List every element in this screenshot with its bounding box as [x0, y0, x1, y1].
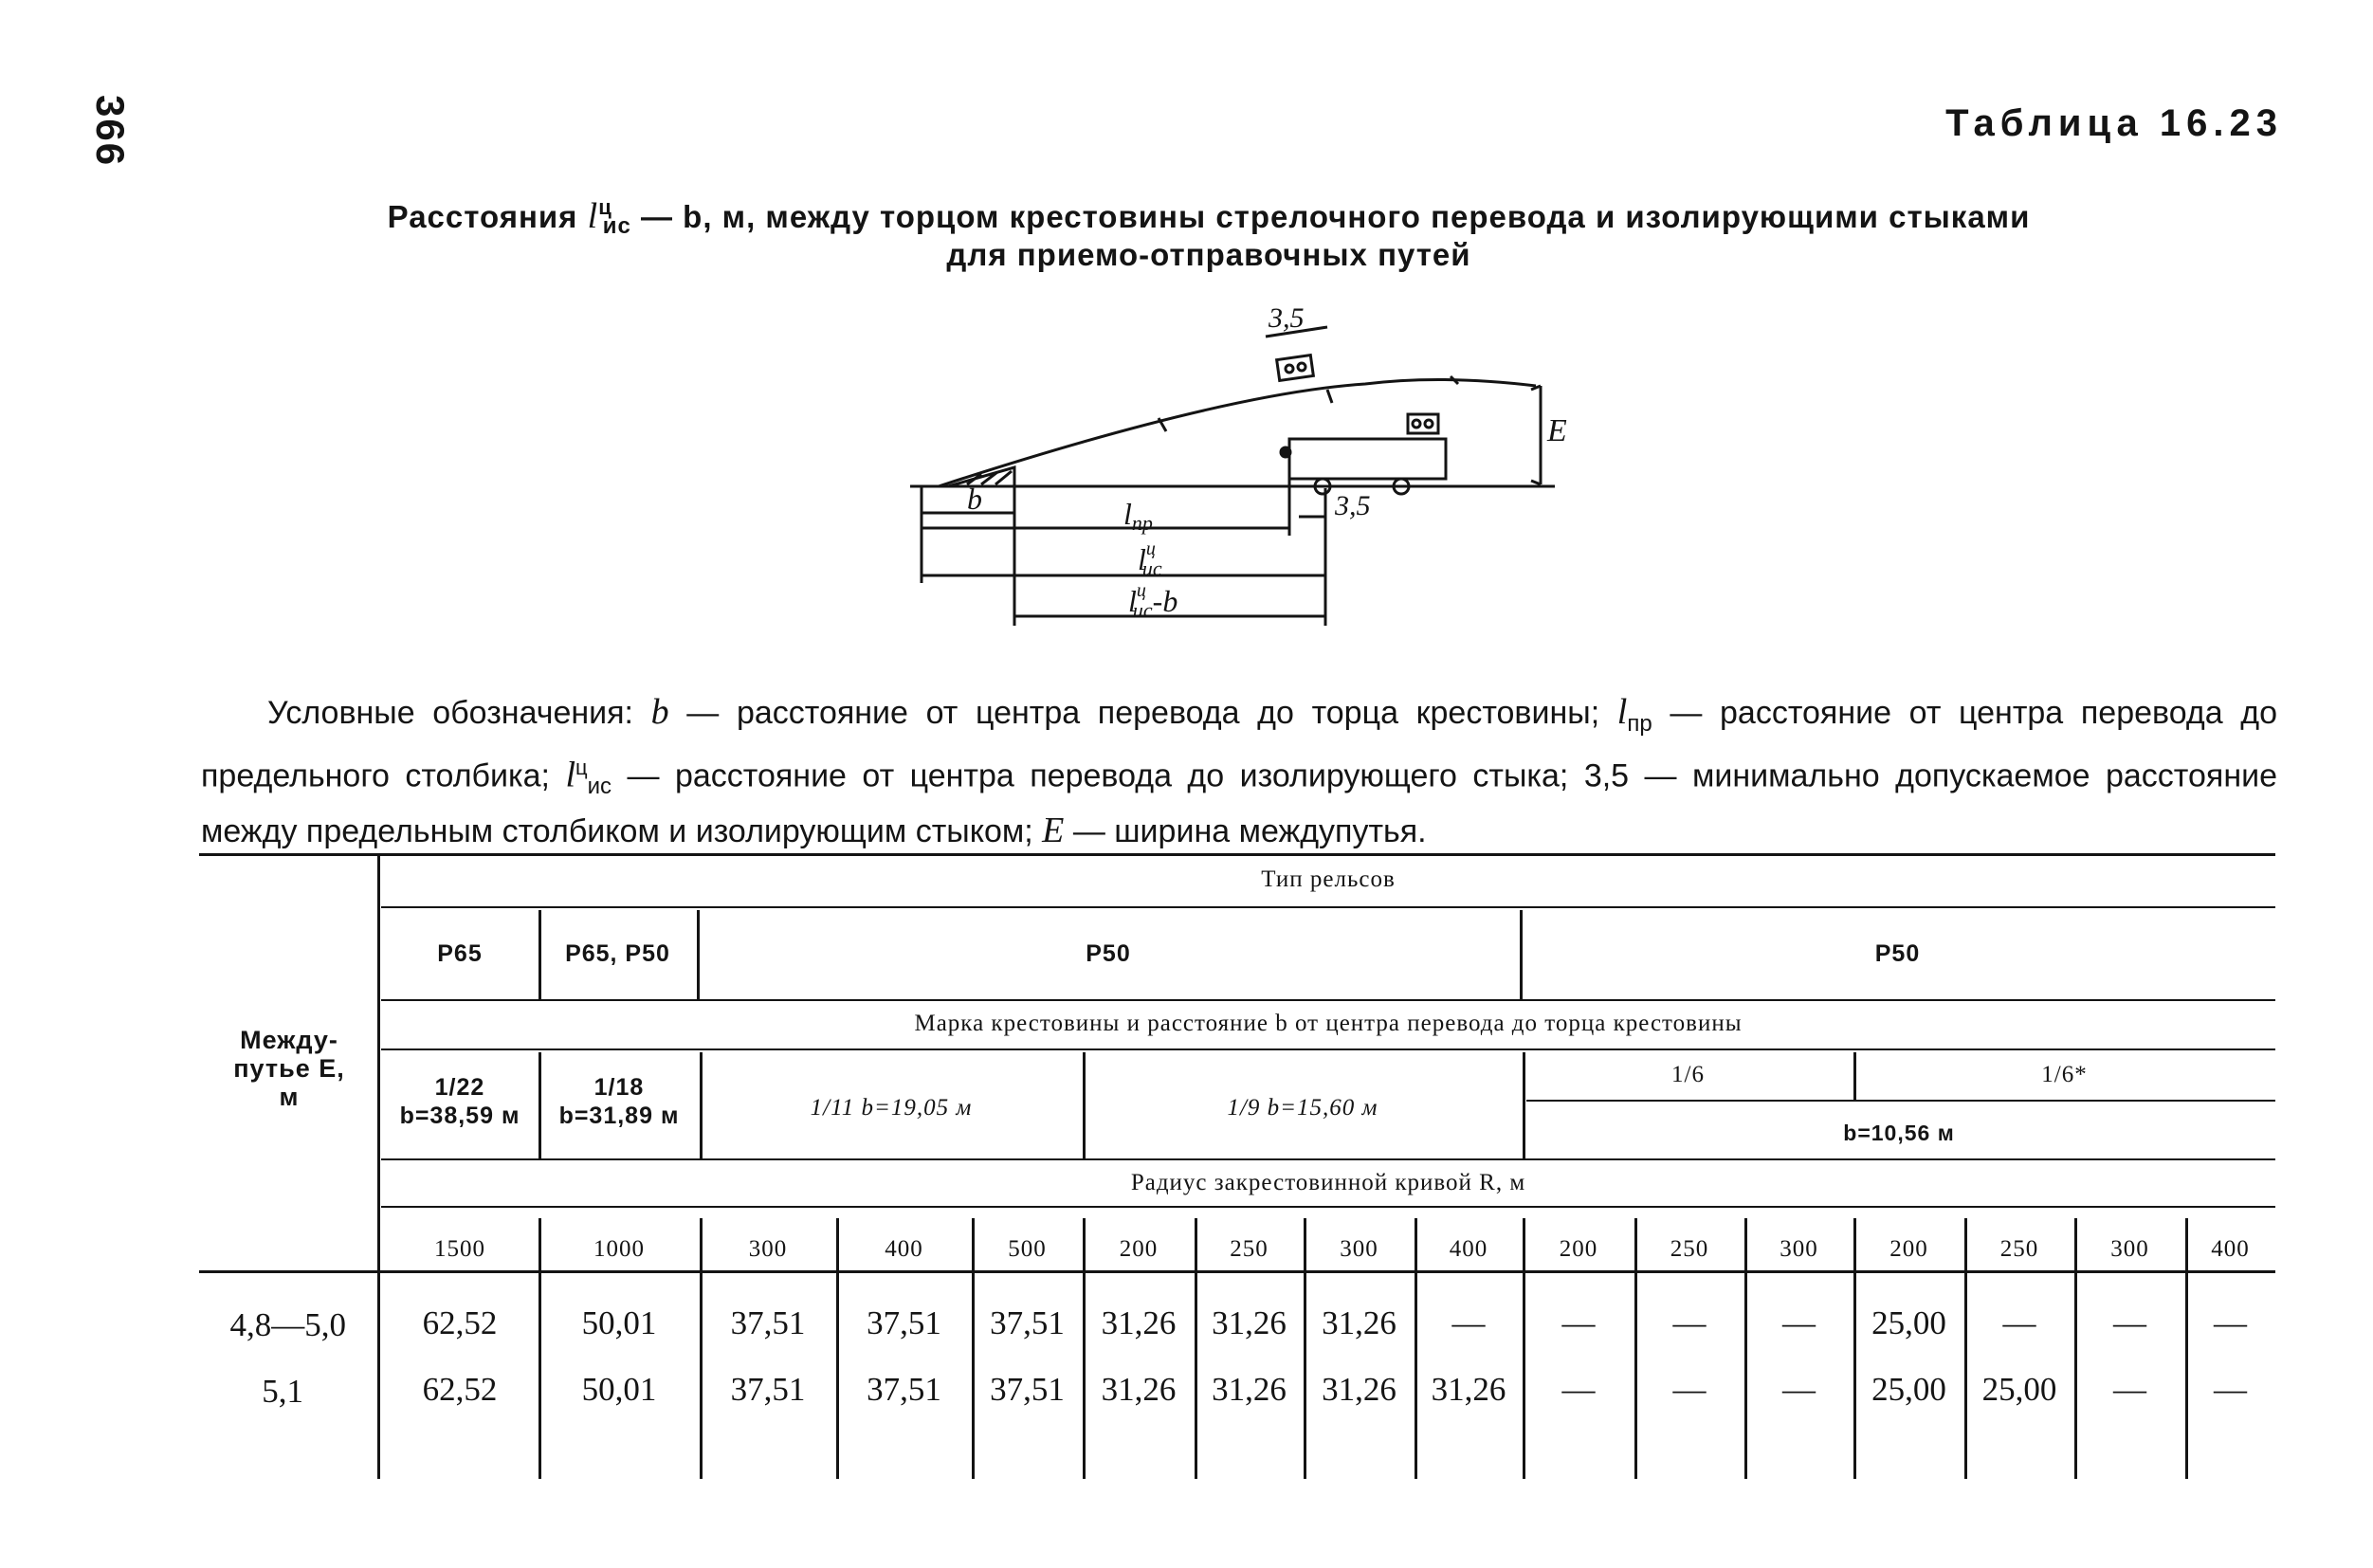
rule-below-frogs	[381, 1158, 2275, 1160]
legend-var-l2-sub: ис	[587, 773, 612, 799]
radius-12: 200	[1889, 1236, 1928, 1262]
legend-paragraph	[201, 690, 2277, 853]
table-cell: 25,00	[1981, 1371, 2057, 1408]
table-number: Таблица 16.23	[1945, 102, 2283, 144]
frog-header: Марка крестовины и расстояние b от центра перевода до торца крестовины	[914, 1011, 1743, 1036]
radius-4: 500	[1008, 1236, 1047, 1262]
radius-8: 400	[1449, 1236, 1488, 1262]
legend-text-4: — расстояние от центра перевода до изолирующего стыка; 3,5 — минимально допускаемое расстояние между предельным столбиком и изолирующим стыком;	[201, 757, 2277, 849]
legend-var-l1: l	[1616, 692, 1628, 732]
title-l-sub: ис	[602, 213, 631, 239]
curve-signal-box	[1277, 356, 1314, 381]
radius-6: 250	[1230, 1236, 1269, 1262]
radius-15: 400	[2211, 1236, 2250, 1262]
table-cell: —	[2214, 1371, 2247, 1408]
title-l-sup: ц	[598, 195, 612, 219]
radius-2: 300	[748, 1236, 788, 1262]
table-cell: —	[1672, 1371, 1707, 1408]
table-top-rule	[199, 853, 2275, 856]
rule-below-radius-header	[381, 1206, 2275, 1208]
label-lpr: lпр	[1123, 497, 1153, 535]
label-lic-minus-b: $l^ц$ ис-b	[1128, 580, 1178, 622]
stub-header: Между- путье E, м	[233, 1026, 345, 1111]
table-cell: 25,00	[1871, 1304, 1946, 1341]
radius-header: Радиус закрестовинной кривой R, м	[1130, 1170, 1526, 1195]
table-cell: 37,51	[867, 1304, 941, 1341]
title-l-var: l	[587, 196, 599, 236]
stub-divider	[377, 853, 380, 1479]
frog-cell-3: 1/9 b=15,60 м	[1227, 1095, 1378, 1121]
table-cell: 50,01	[581, 1371, 657, 1408]
table-cell: —	[1561, 1304, 1596, 1341]
table-cell: 50,01	[581, 1304, 657, 1341]
rail-type-2: Р50	[1086, 940, 1131, 967]
rule-below-frog-header	[381, 1048, 2275, 1050]
frog-cell-1: 1/18 b=31,89 м	[558, 1074, 680, 1129]
label-35-top: 3,5	[1269, 302, 1305, 334]
radius-7: 300	[1340, 1236, 1378, 1262]
frog-cell-5: 1/6*	[2041, 1062, 2088, 1087]
rail-type-1: Р65, Р50	[565, 940, 670, 967]
rule-below-rail-types	[381, 999, 2275, 1001]
table-cell: —	[1672, 1304, 1707, 1341]
frog-cell-0: 1/22 b=38,59 м	[399, 1074, 520, 1129]
label-E: E	[1547, 413, 1567, 448]
label-lic: $l^ц$ ис	[1138, 538, 1162, 580]
table-cell: —	[2002, 1304, 2036, 1341]
radius-3: 400	[885, 1236, 923, 1262]
rail-car-body	[1289, 439, 1446, 479]
label-35-bottom: 3,5	[1335, 490, 1371, 521]
legend-text-5: — ширина междупутья.	[1064, 812, 1427, 849]
table-cell: —	[2113, 1304, 2146, 1341]
table-cell: 31,26	[1322, 1304, 1396, 1341]
table-cell: —	[1782, 1371, 1816, 1408]
title-part1: Расстояния	[387, 199, 578, 234]
legend-var-l2-sup: ц	[575, 755, 588, 779]
legend-var-b: b	[650, 692, 669, 732]
radius-1: 1000	[593, 1236, 645, 1262]
legend-var-l2: l	[565, 755, 576, 795]
table-cell: —	[1782, 1304, 1816, 1341]
radius-13: 250	[1999, 1236, 2039, 1262]
table-cell: 37,51	[990, 1304, 1065, 1341]
table-cell: —	[1561, 1371, 1596, 1408]
table-cell: —	[1451, 1304, 1486, 1341]
radius-0: 1500	[434, 1236, 485, 1262]
turnout-diagram	[910, 299, 1574, 640]
table-cell: 37,51	[730, 1371, 806, 1408]
legend-var-l1-sub: пр	[1627, 710, 1652, 737]
rule-below-rail-header	[381, 906, 2275, 908]
table-cell: 62,52	[422, 1304, 498, 1341]
rail-type-0: Р65	[437, 940, 483, 967]
table-cell: 31,26	[1431, 1371, 1506, 1408]
radius-14: 300	[2110, 1236, 2149, 1262]
frog-cell-2: 1/11 b=19,05 м	[810, 1095, 973, 1121]
table-cell: 31,26	[1212, 1371, 1287, 1408]
radius-5: 200	[1119, 1236, 1159, 1262]
rail-type-header: Тип рельсов	[1261, 866, 1396, 892]
table-cell: 37,51	[990, 1371, 1065, 1408]
table-cell: 31,26	[1101, 1371, 1177, 1408]
table-cell: —	[2214, 1304, 2247, 1341]
row-label-0: 4,8—5,0	[229, 1306, 346, 1343]
table-cell: 31,26	[1101, 1304, 1177, 1341]
row-label-1: 5,1	[262, 1373, 303, 1410]
radius-11: 300	[1780, 1236, 1818, 1262]
table-cell: 37,51	[730, 1304, 806, 1341]
frog-cell-4: 1/6	[1671, 1062, 1705, 1087]
title-part2: — b, м, между торцом крестовины стрелочного перевода и изолирующими стыками	[641, 199, 2031, 234]
legend-text-2: — расстояние от центра перевода до торца крестовины;	[668, 695, 1617, 731]
radius-10: 250	[1670, 1236, 1709, 1262]
table-cell: 62,52	[422, 1371, 498, 1408]
legend-text-3: — расстояние от центра перевода до предельного столбика;	[201, 695, 2277, 794]
page-number: 366	[88, 95, 133, 168]
legend-text-1: Условные обозначения:	[267, 695, 651, 731]
rail-type-3: Р50	[1874, 940, 1921, 967]
rule-below-1-6	[1526, 1100, 2275, 1102]
frog-shared-b: b=10,56 м	[1843, 1121, 1955, 1145]
table-cell: 31,26	[1212, 1304, 1287, 1341]
table-cell: 31,26	[1322, 1371, 1396, 1408]
table-title-line2: для приемо-отправочных путей	[946, 237, 1471, 272]
legend-var-E: E	[1042, 810, 1065, 850]
label-b: b	[967, 482, 982, 516]
table-cell: 25,00	[1871, 1371, 1946, 1408]
radius-9: 200	[1559, 1236, 1598, 1262]
table-cell: —	[2113, 1371, 2146, 1408]
table-cell: 37,51	[867, 1371, 941, 1408]
